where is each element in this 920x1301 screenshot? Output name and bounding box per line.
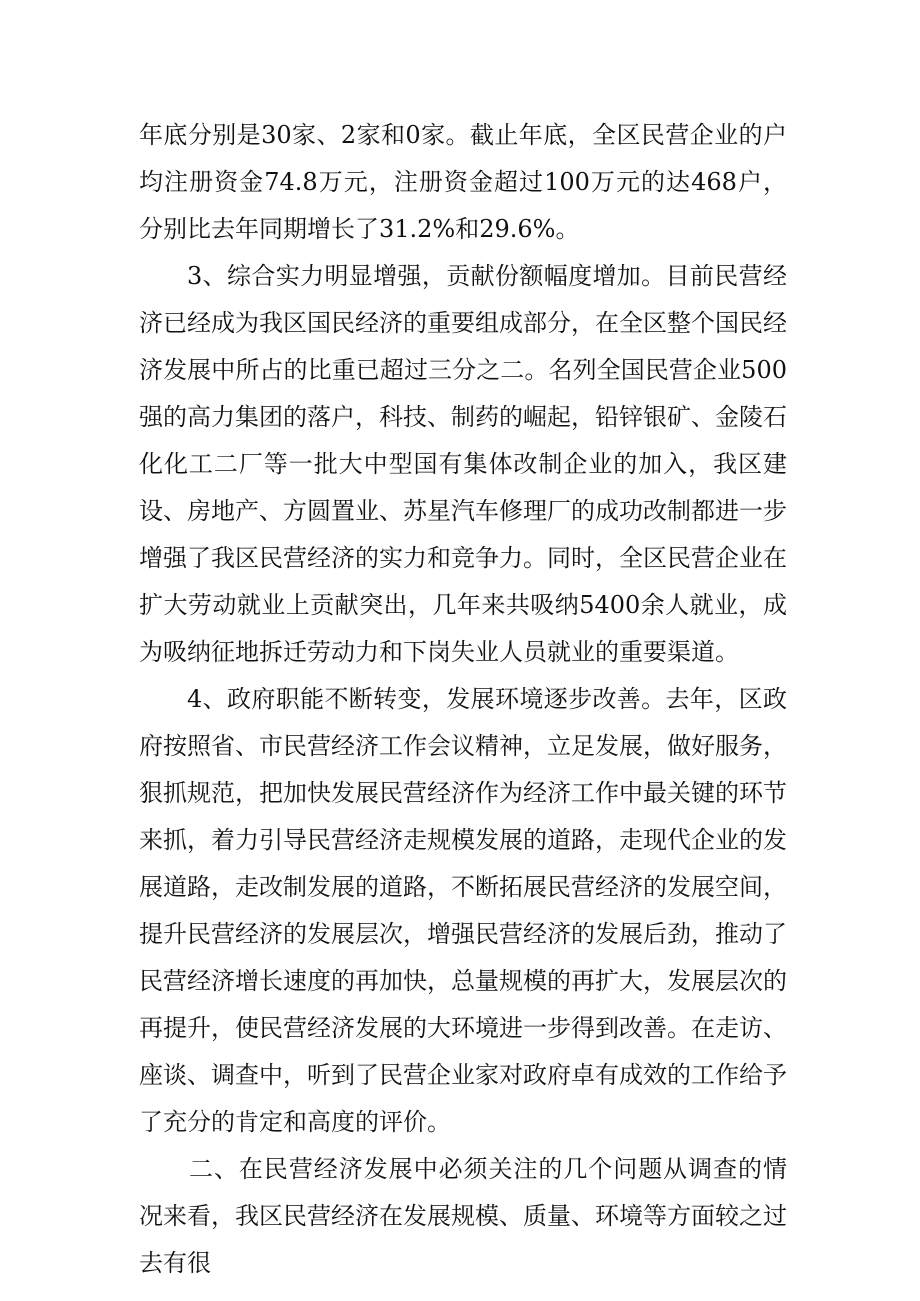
paragraph-section-heading-2: 二、在民营经济发展中必须关注的几个问题从调查的情况来看，我区民营经济在发展规模、质量、环境等方面较之过去有很 (139, 1155, 787, 1277)
paragraph-section-4: 4、政府职能不断转变，发展环境逐步改善。去年，区政府按照省、市民营经济工作会议精神，立足发展，做好服务，狠抓规范，把加快发展民营经济作为经济工作中最关键的环节来抓，着力引导民营经济走规模发展的道路，走现代企业的发展道路，走改制发展的道路，不断拓展民营经济的发展空间，提升民营经济的发展层次，增强民营经济的发展后劲，推动了民营经济增长速度的再加快，总量规模的再扩大，发展层次的再提升，使民营经济发展的大环境进一步得到改善。在走访、座谈、调查中，听到了民营企业家对政府卓有成效的工作给予了充分的肯定和高度的评价。 (139, 685, 787, 1136)
paragraph-section-3: 3、综合实力明显增强，贡献份额幅度增加。目前民营经济已经成为我区国民经济的重要组成部分，在全区整个国民经济发展中所占的比重已超过三分之二。名列全国民营企业500强的高力集团的落户，科技、制药的崛起，铅锌银矿、金陵石化化工二厂等一批大中型国有集体改制企业的加入，我区建设、房地产、方圆置业、苏星汽车修理厂的成功改制都进一步增强了我区民营经济的实力和竞争力。同时，全区民营企业在扩大劳动就业上贡献突出，几年来共吸纳5400余人就业，成为吸纳征地拆迁劳动力和下岗失业人员就业的重要渠道。 (139, 262, 787, 666)
paragraph-continuation: 年底分别是30家、2家和0家。截止年底，全区民营企业的户均注册资金74.8万元，注册资金超过100万元的达468户，分别比去年同期增长了31.2%和29.6%。 (139, 121, 787, 243)
document-body (139, 112, 787, 1287)
